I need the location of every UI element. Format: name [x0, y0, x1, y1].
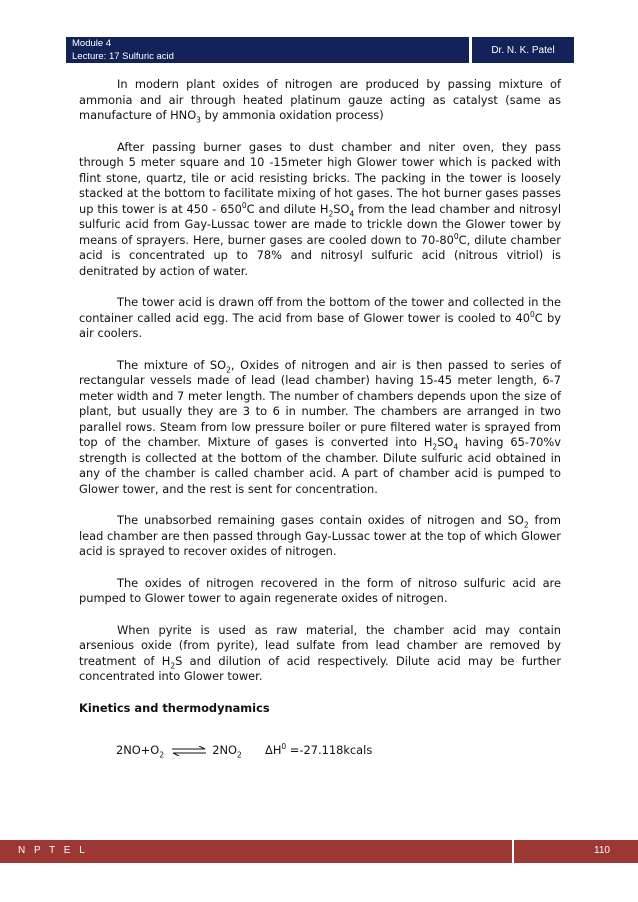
text-segment: 2NO+O: [116, 743, 160, 757]
paragraph-1: [79, 77, 561, 124]
section-heading: Kinetics and thermodynamics: [79, 700, 270, 715]
text-segment: from the lead chamber and nitrosyl sulfuric acid from Gay-Lussac tower are made to trickle down the Glower tower by means of sprayers. Here, burner gases are cooled down to 70-80: [79, 201, 561, 247]
text-segment: After passing burner gases to dust chamber and niter oven, they pass through 5 meter square and 10 -15meter high Glower tower which is packed with flint stone, quartz, tile or acid resisting bricks. The packing in the tower is loosely stacked at the bottom to facilitate mixing of hot gases. The hot burner gases passes up this tower is at 450 - 650: [79, 139, 561, 216]
page-number: 110: [594, 845, 610, 856]
text-segment: 2: [237, 750, 242, 760]
enthalpy-value: [265, 743, 372, 757]
text-segment: 4: [453, 442, 459, 452]
footer-nptel: N P T E L: [18, 845, 88, 856]
text-segment: In modern plant oxides of nitrogen are produced by passing mixture of ammonia and air through heated platinum gauze acting as catalyst (same as manufacture of HNO: [79, 77, 561, 122]
text-segment: 2: [432, 442, 438, 452]
text-segment: SO: [437, 435, 454, 449]
text-segment: , Oxides of nitrogen and air is then passed to series of rectangular vessels made of lead (lead chamber) having 15-45 meter length, 6-7 meter width and 7 meter length. The number of chambers depends upon the size of plant, but usually they are 3 to 6 in number. The chambers are arranged in two parallel rows. Steam from low pressure boiler or pure filtered water is sprayed from top of the chamber. Mixture of gases is converted into H: [79, 357, 561, 449]
text-segment: 2NO: [212, 743, 238, 757]
text-segment: C, dilute chamber acid is concentrated up to 78% and nitrosyl sulfuric acid (nitrous vitriol) is denitrated by action of water.: [79, 232, 561, 278]
text-segment: 2: [328, 208, 334, 218]
text-segment: 0: [281, 742, 287, 752]
text-segment: 2: [523, 520, 529, 530]
paragraph-5: [79, 513, 561, 560]
text-segment: 2: [159, 750, 165, 760]
paragraph-6: [79, 576, 561, 607]
equilibrium-arrow-icon: [171, 746, 207, 756]
document-body: [79, 77, 561, 759]
footer-divider: [512, 840, 514, 863]
module-label: Module 4: [72, 38, 112, 49]
text-segment: When pyrite is used as raw material, the chamber acid may contain arsenious oxide (from pyrite), lead sulfate from lead chamber are removed by treatment of H: [79, 622, 561, 668]
lecture-label: Lecture: 17 Sulfuric acid: [72, 50, 174, 62]
text-segment: The tower acid is drawn off from the bottom of the tower and collected in the container called acid egg. The acid from base of Glower tower is cooled to 40: [79, 295, 561, 325]
text-segment: from lead chamber are then passed through Gay-Lussac tower at the top of which Glower acid is sprayed to recover oxides of nitrogen.: [79, 513, 561, 558]
paragraph-4: [79, 358, 561, 498]
paragraph-2: [79, 140, 561, 280]
equation-rhs: [212, 743, 242, 760]
text-segment: SO: [333, 201, 350, 216]
header-module-lecture: [66, 37, 469, 63]
equation-lhs: [116, 743, 165, 760]
text-segment: 0: [241, 200, 247, 210]
text-segment: 3: [196, 115, 201, 125]
text-segment: by ammonia oxidation process): [200, 108, 384, 122]
text-segment: S and dilution of acid respectively. Dilute acid may be further concentrated into Glower tower.: [79, 653, 561, 683]
text-segment: 0: [530, 309, 535, 319]
author-label: Dr. N. K. Patel: [491, 44, 555, 56]
reaction-equation: [116, 743, 561, 759]
text-segment: C and dilute H: [246, 201, 329, 216]
text-segment: 2: [226, 364, 231, 374]
text-segment: =-27.118kcals: [286, 743, 373, 757]
text-segment: 0: [453, 231, 459, 241]
text-segment: The mixture of SO: [117, 357, 227, 372]
text-segment: 4: [349, 208, 355, 218]
text-segment: C by air coolers.: [79, 310, 561, 340]
text-segment: ΔH: [265, 743, 282, 757]
text-segment: 2: [170, 660, 176, 670]
footer-bar: [0, 840, 638, 863]
text-segment: The unabsorbed remaining gases contain oxides of nitrogen and SO: [117, 513, 524, 527]
header-author: [472, 37, 574, 63]
text-segment: The oxides of nitrogen recovered in the form of nitroso sulfuric acid are pumped to Glower tower to again regenerate oxides of nitrogen.: [79, 575, 561, 605]
text-segment: having 65-70%v strength is collected at the bottom of the chamber. Dilute sulfuric acid obtained in any of the chamber is called chamber acid. A part of chamber acid is pumped to Glower tower, and the rest is sent for concentration.: [79, 435, 561, 496]
paragraph-7: [79, 623, 561, 685]
paragraph-3: [79, 295, 561, 342]
